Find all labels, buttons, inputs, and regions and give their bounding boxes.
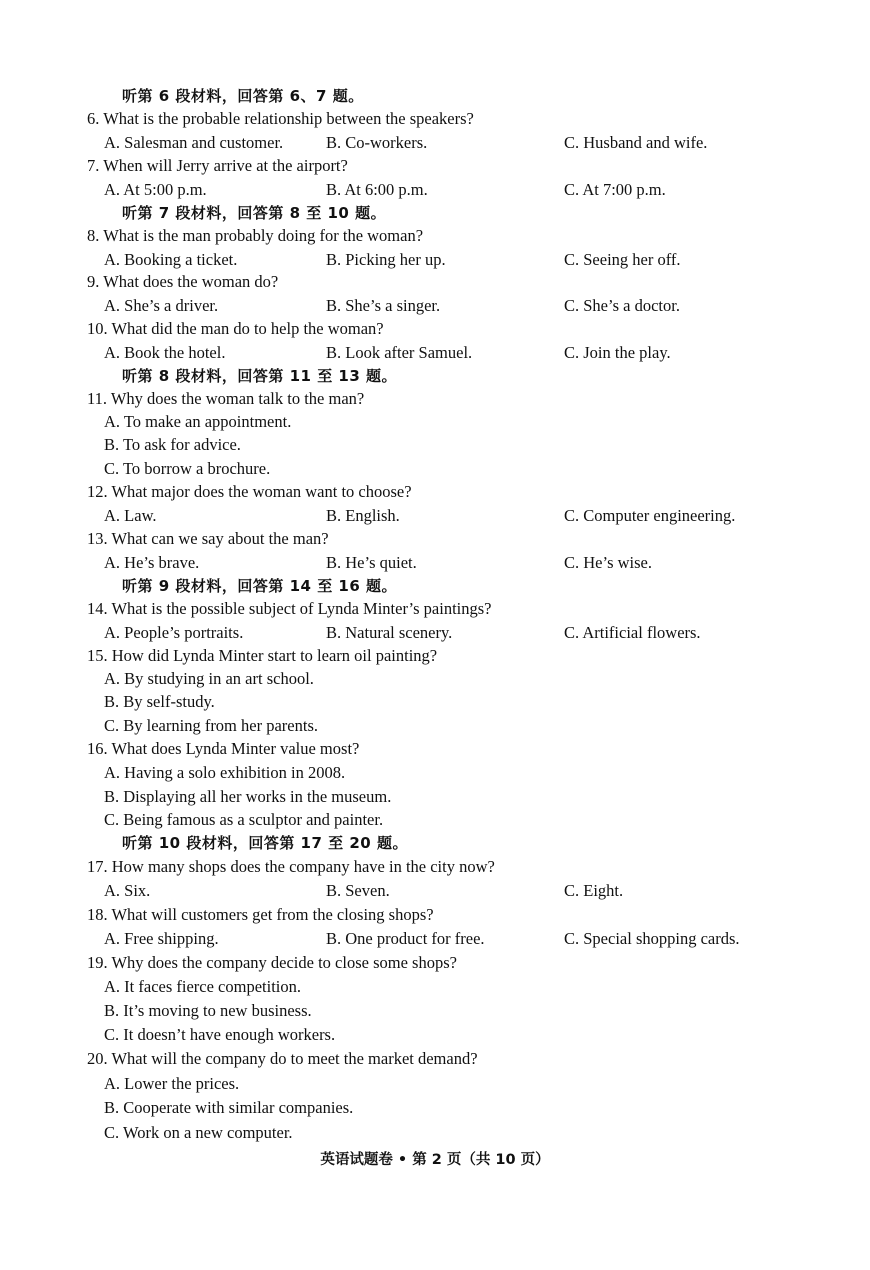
options-row [0,341,870,365]
section-heading-10: 听第 10 段材料，回答第 17 至 20 题。 [122,834,408,852]
option-a: A. She’s a driver. [104,296,219,315]
option-b: B. Co-workers. [326,133,428,152]
option-a: A. Book the hotel. [104,343,226,362]
option-b: B. She’s a singer. [326,296,441,315]
option-a: A. Salesman and customer. [104,133,284,152]
option-c: C. Eight. [564,881,624,900]
option-c: C. To borrow a brochure. [104,459,271,478]
option-a: A. To make an appointment. [104,412,292,431]
option-c: C. Being famous as a sculptor and painter. [104,810,384,829]
option-b: B. English. [326,506,400,525]
options-row [0,621,870,645]
page-footer: 英语试题卷 • 第 2 页（共 10 页） [320,1152,550,1168]
question-17: 17. How many shops does the company have in the city now? [87,857,495,876]
question-6: 6. What is the probable relationship between the speakers? [87,109,474,128]
option-a: A. Law. [104,506,157,525]
option-c: C. He’s wise. [564,553,652,572]
question-7: 7. When will Jerry arrive at the airport? [87,156,348,175]
option-b: B. Displaying all her works in the museum. [104,787,392,806]
options-row [0,551,870,575]
option-b: B. Look after Samuel. [326,343,473,362]
option-a: A. Booking a ticket. [104,250,238,269]
options-row [0,248,870,272]
options-row [0,504,870,528]
section-heading-8: 听第 8 段材料，回答第 11 至 13 题。 [122,367,398,385]
question-18: 18. What will customers get from the closing shops? [87,905,434,924]
option-a: A. He’s brave. [104,553,200,572]
option-c: C. It doesn’t have enough workers. [104,1025,336,1044]
question-12: 12. What major does the woman want to choose? [87,482,412,501]
option-b: B. Cooperate with similar companies. [104,1098,354,1117]
option-b: B. Seven. [326,881,390,900]
question-15: 15. How did Lynda Minter start to learn oil painting? [87,646,438,665]
option-a: A. People’s portraits. [104,623,244,642]
option-a: A. At 5:00 p.m. [104,180,207,199]
option-b: B. At 6:00 p.m. [326,180,428,199]
option-c: C. Special shopping cards. [564,929,740,948]
options-row [0,879,870,903]
question-19: 19. Why does the company decide to close some shops? [87,953,457,972]
question-16: 16. What does Lynda Minter value most? [87,739,360,758]
option-a: A. Free shipping. [104,929,219,948]
option-b: B. Natural scenery. [326,623,453,642]
option-c: C. Join the play. [564,343,671,362]
section-heading-6: 听第 6 段材料，回答第 6、7 题。 [122,87,364,105]
section-heading-7: 听第 7 段材料，回答第 8 至 10 题。 [122,204,387,222]
option-c: C. Artificial flowers. [564,623,701,642]
option-a: A. It faces fierce competition. [104,977,301,996]
option-c: C. Husband and wife. [564,133,708,152]
question-14: 14. What is the possible subject of Lynda Minter’s paintings? [87,599,492,618]
option-b: B. By self-study. [104,692,215,711]
question-8: 8. What is the man probably doing for the woman? [87,226,424,245]
option-b: B. To ask for advice. [104,435,241,454]
option-a: A. Having a solo exhibition in 2008. [104,763,346,782]
option-b: B. Picking her up. [326,250,446,269]
option-c: C. She’s a doctor. [564,296,680,315]
question-9: 9. What does the woman do? [87,272,279,291]
option-b: B. One product for free. [326,929,485,948]
question-13: 13. What can we say about the man? [87,529,329,548]
options-row [0,927,870,951]
option-a: A. Six. [104,881,151,900]
options-row [0,131,870,155]
option-b: B. He’s quiet. [326,553,417,572]
option-c: C. By learning from her parents. [104,716,318,735]
option-c: C. Computer engineering. [564,506,736,525]
question-11: 11. Why does the woman talk to the man? [87,389,365,408]
option-a: A. Lower the prices. [104,1074,240,1093]
option-c: C. Work on a new computer. [104,1123,293,1142]
options-row [0,178,870,202]
option-a: A. By studying in an art school. [104,669,314,688]
option-c: C. At 7:00 p.m. [564,180,666,199]
section-heading-9: 听第 9 段材料，回答第 14 至 16 题。 [122,577,398,595]
options-row [0,294,870,318]
question-10: 10. What did the man do to help the woman? [87,319,384,338]
option-b: B. It’s moving to new business. [104,1001,312,1020]
question-20: 20. What will the company do to meet the market demand? [87,1049,478,1068]
option-c: C. Seeing her off. [564,250,681,269]
